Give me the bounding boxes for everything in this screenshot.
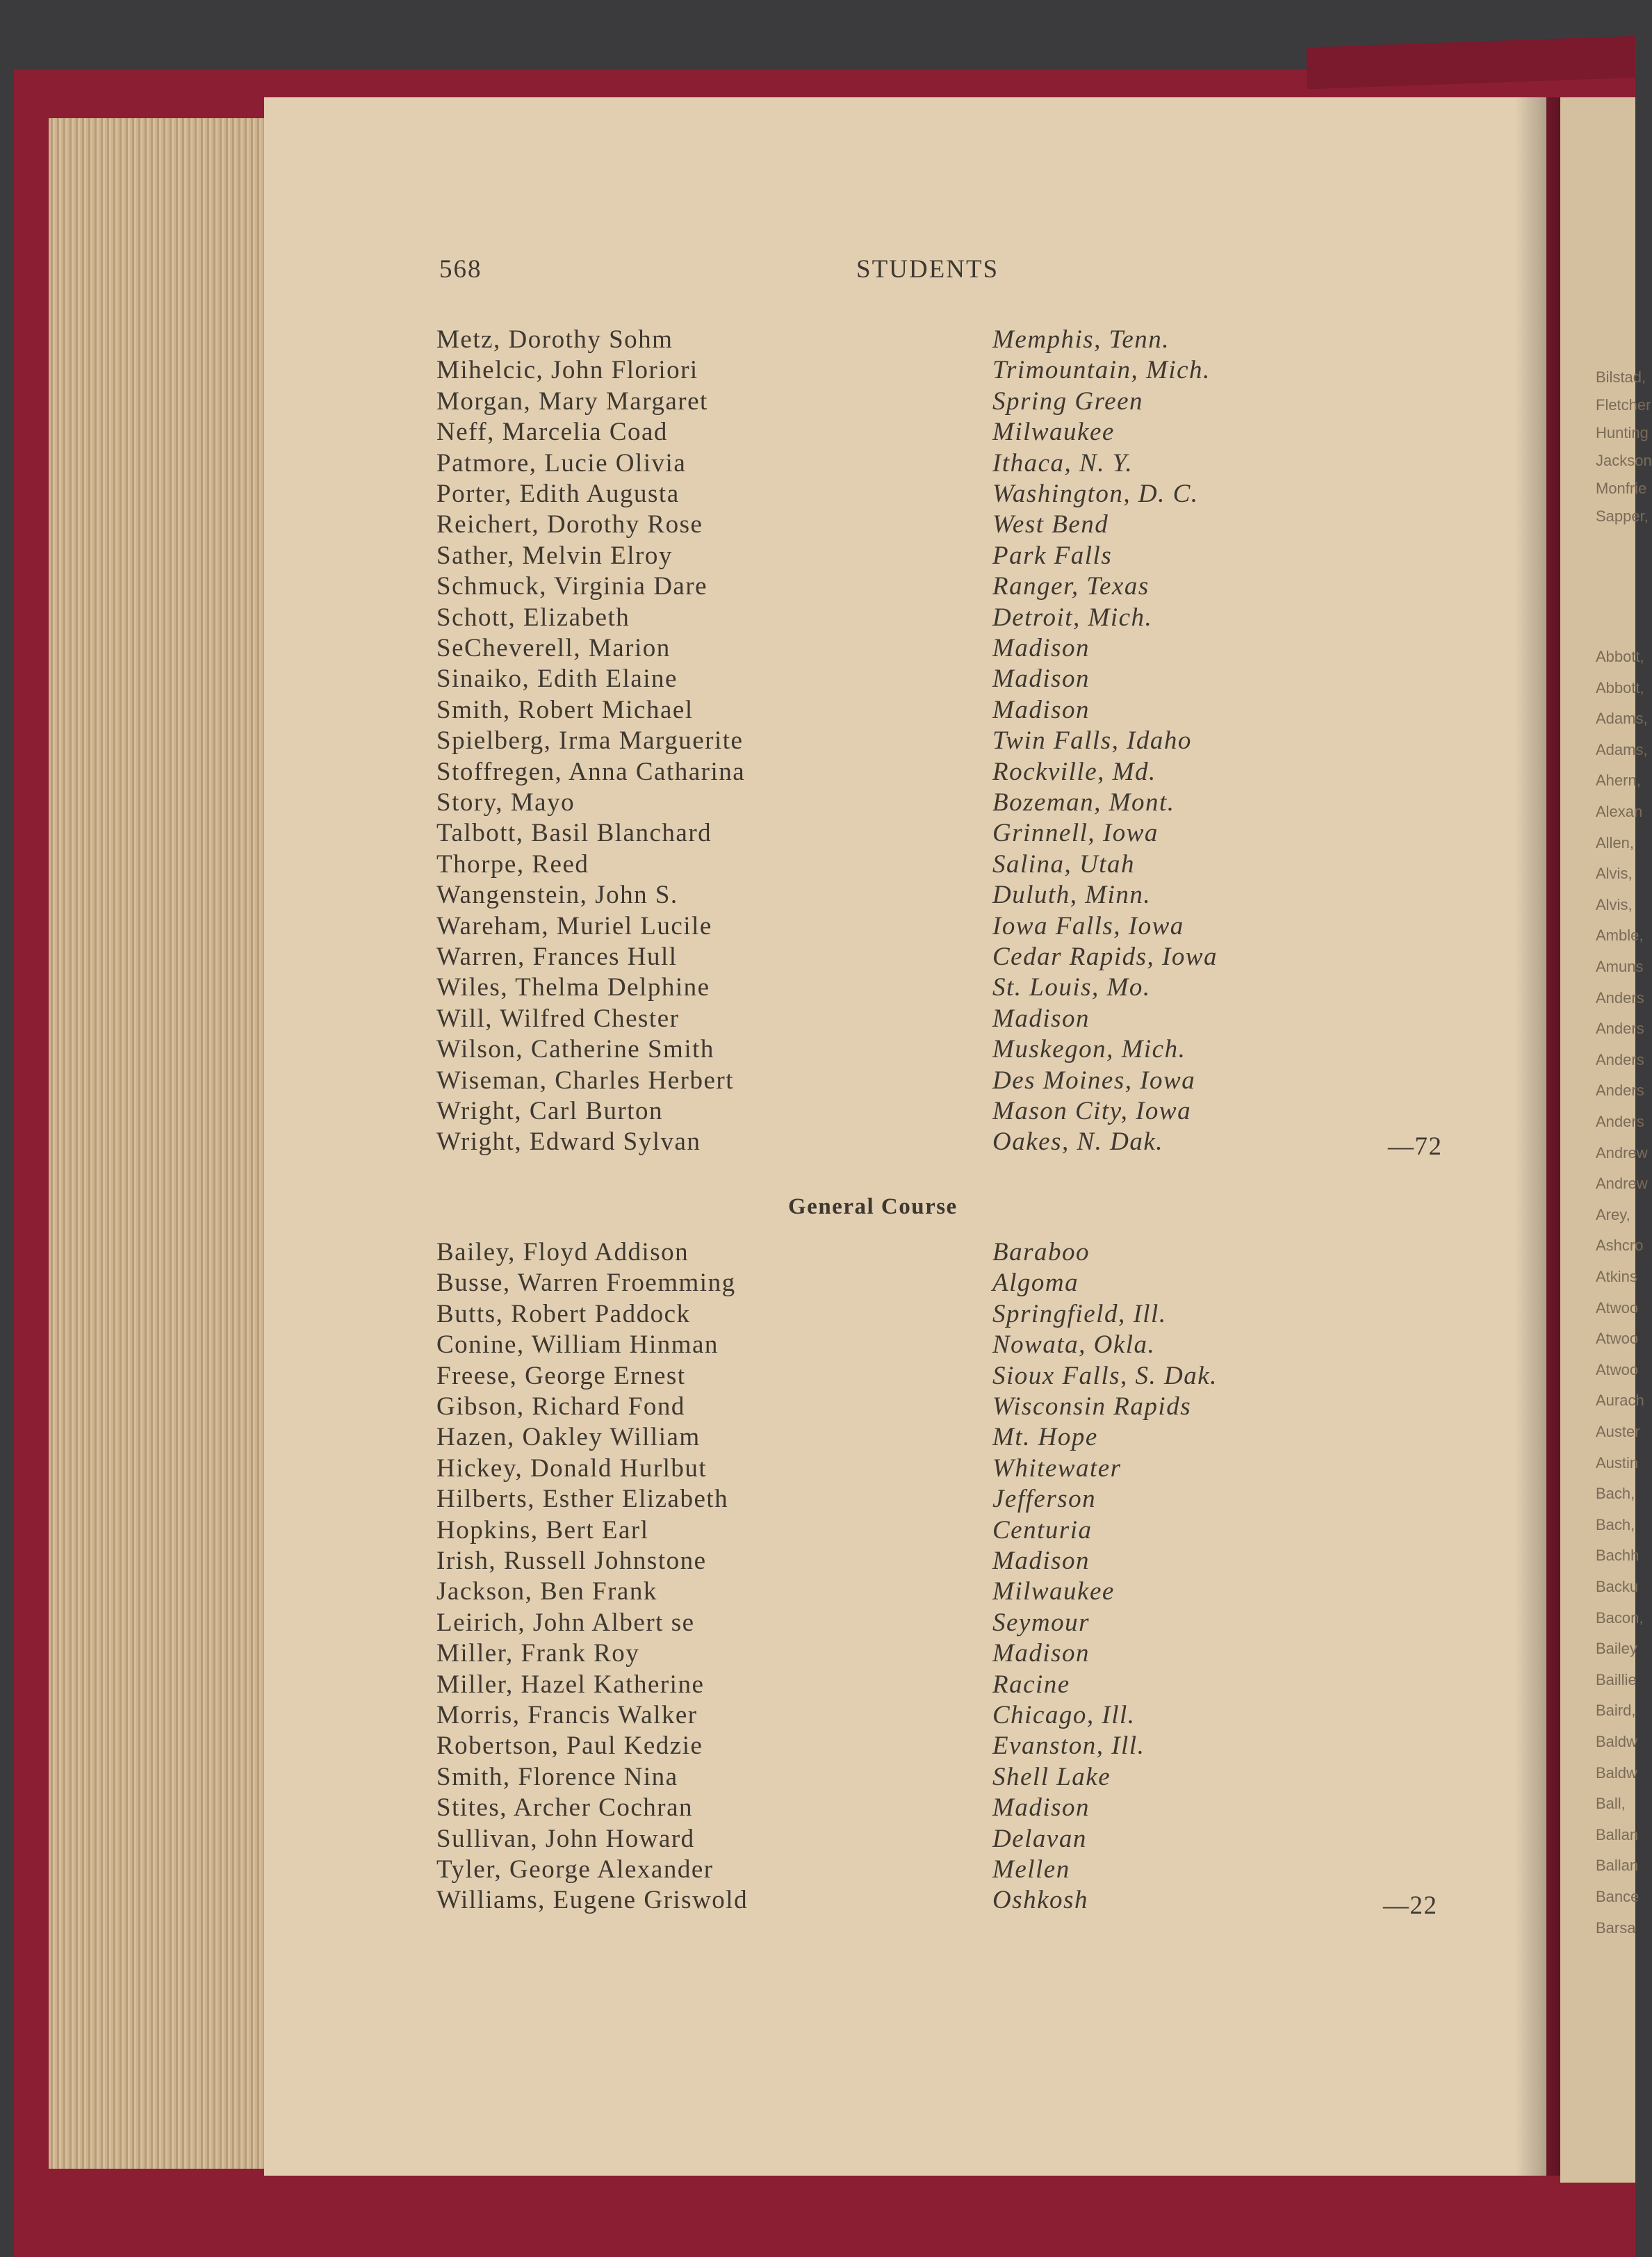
student-hometown: Springfield, Ill. [992,1299,1167,1328]
student-hometown: Jefferson [992,1485,1097,1514]
student-name: Neff, Marcelia Coad [436,418,668,447]
student-hometown: Madison [992,1639,1090,1668]
student-name: Hazen, Oakley William [436,1423,701,1452]
next-page-word: Ballan [1596,1857,1639,1875]
student-name: Smith, Robert Michael [436,695,694,724]
student-name: Wright, Carl Burton [436,1097,664,1125]
next-page-word: Barsa [1596,1918,1636,1937]
student-name: Freese, George Ernest [436,1361,686,1390]
student-name: Reichert, Dorothy Rose [436,510,703,539]
student-name: Irish, Russell Johnstone [436,1547,707,1575]
student-hometown: Madison [992,695,1090,724]
student-name: Story, Mayo [436,788,575,817]
next-page-word: Atwoo [1596,1330,1639,1348]
student-name: Patmore, Lucie Olivia [436,448,687,478]
student-name: Wangenstein, John S. [436,881,678,910]
student-name: Hopkins, Bert Earl [436,1515,649,1545]
next-page-word: Atwoo [1596,1360,1639,1378]
student-hometown: Muskegon, Mich. [992,1035,1186,1064]
next-page-word: Anders [1596,1082,1644,1100]
student-hometown: Milwaukee [992,418,1115,447]
student-name: Morgan, Mary Margaret [436,386,708,416]
student-name: Wiles, Thelma Delphine [436,973,710,1002]
next-page-word: Amuns [1596,958,1644,975]
student-hometown: Madison [992,665,1090,694]
student-hometown: Des Moines, Iowa [992,1066,1196,1095]
next-page-word: Andrew [1596,1175,1648,1193]
next-page-word: Bacon, [1596,1608,1644,1627]
student-hometown: Park Falls [992,541,1113,570]
student-hometown: Wisconsin Rapids [992,1392,1192,1421]
student-hometown: Sioux Falls, S. Dak. [992,1361,1218,1390]
next-page-word: Bilstad, [1596,368,1646,386]
next-page-word: Baird, [1596,1702,1636,1720]
student-name: Stoffregen, Anna Catharina [436,757,746,786]
student-hometown: Mason City, Iowa [992,1097,1192,1125]
student-hometown: Mt. Hope [992,1423,1098,1452]
next-page-word: Auster [1596,1423,1640,1440]
student-name: Leirich, John Albert se [436,1608,695,1637]
student-name: Wiseman, Charles Herbert [436,1066,735,1095]
student-hometown: Milwaukee [992,1577,1115,1606]
next-page-word: Alvis, [1596,895,1633,913]
student-name: Morris, Francis Walker [436,1701,698,1729]
student-hometown: Delavan [992,1824,1087,1853]
student-name: Hilberts, Esther Elizabeth [436,1485,729,1514]
student-name: Smith, Florence Nina [436,1762,678,1791]
student-hometown: Ranger, Texas [992,572,1150,601]
next-page-word: Abbott, [1596,648,1644,665]
student-hometown: Algoma [992,1269,1079,1298]
next-page-word: Alvis, [1596,865,1633,883]
next-page-word: Ahern, [1596,772,1641,790]
next-page-word: Andrew [1596,1143,1648,1162]
student-hometown: Madison [992,1547,1090,1575]
student-name: Thorpe, Reed [436,849,589,879]
next-page-word: Bance [1596,1888,1639,1905]
student-hometown: Oakes, N. Dak. [992,1127,1164,1157]
student-hometown: Detroit, Mich. [992,603,1153,632]
student-hometown: Duluth, Minn. [992,881,1152,910]
student-hometown: Memphis, Tenn. [992,325,1170,354]
student-name: SeCheverell, Marion [436,634,671,662]
next-page-word: Monfrie [1596,480,1647,497]
student-hometown: Twin Falls, Idaho [992,726,1192,756]
next-page-word: Adams, [1596,740,1648,758]
next-page-word: Backu [1596,1578,1639,1595]
next-page-word: Bailey [1596,1640,1637,1658]
student-hometown: Centuria [992,1515,1093,1545]
student-hometown: West Bend [992,510,1109,539]
section-total: —22 [1383,1891,1438,1920]
next-page-word: Alexan [1596,803,1643,820]
next-page-word: Baldw [1596,1733,1637,1750]
student-name: Schmuck, Virginia Dare [436,572,708,601]
section-heading: General Course [788,1194,958,1219]
student-hometown: Bozeman, Mont. [992,788,1175,817]
section-total: —72 [1388,1132,1443,1161]
student-name: Stites, Archer Cochran [436,1793,693,1823]
next-page-word: Austin [1596,1453,1639,1472]
student-name: Sinaiko, Edith Elaine [436,665,678,694]
student-name: Robertson, Paul Kedzie [436,1732,703,1761]
student-name: Jackson, Ben Frank [436,1577,657,1606]
next-page-word: Sapper, [1596,507,1649,525]
student-name: Spielberg, Irma Marguerite [436,726,744,756]
next-page-word: Baillie [1596,1670,1637,1688]
next-page-word: Abbott, [1596,678,1644,696]
next-page-word: Baldw [1596,1763,1637,1782]
student-hometown: Chicago, Ill. [992,1701,1136,1729]
student-hometown: Nowata, Okla. [992,1330,1156,1360]
student-hometown: Trimountain, Mich. [992,356,1211,385]
student-name: Gibson, Richard Fond [436,1392,685,1421]
student-hometown: Madison [992,1004,1090,1033]
student-name: Metz, Dorothy Sohm [436,325,673,354]
student-hometown: Seymour [992,1608,1090,1637]
next-page-word: Jackson [1596,452,1652,469]
student-name: Schott, Elizabeth [436,603,630,632]
next-page-word: Anders [1596,1113,1644,1130]
student-hometown: Ithaca, N. Y. [992,448,1134,478]
student-hometown: Baraboo [992,1238,1090,1266]
student-hometown: Cedar Rapids, Iowa [992,943,1218,971]
student-hometown: Iowa Falls, Iowa [992,911,1184,940]
student-name: Conine, William Hinman [436,1330,719,1360]
running-title: STUDENTS [856,255,999,284]
next-page-word: Atwoo [1596,1298,1639,1317]
student-name: Sather, Melvin Elroy [436,541,673,570]
student-name: Miller, Frank Roy [436,1639,640,1668]
next-page-word: Anders [1596,1020,1644,1038]
student-hometown: Rockville, Md. [992,757,1156,786]
student-hometown: St. Louis, Mo. [992,973,1151,1002]
next-page-word: Fletcher [1596,396,1651,414]
next-page-word: Adams, [1596,710,1648,728]
next-page-word: Arey, [1596,1205,1630,1223]
student-name: Wareham, Muriel Lucile [436,911,712,940]
student-name: Sullivan, John Howard [436,1824,695,1853]
student-name: Wright, Edward Sylvan [436,1127,701,1157]
student-name: Williams, Eugene Griswold [436,1886,749,1915]
student-hometown: Salina, Utah [992,849,1136,879]
student-hometown: Whitewater [992,1453,1122,1483]
student-hometown: Shell Lake [992,1762,1111,1791]
next-page-word: Allen, [1596,833,1635,852]
student-hometown: Racine [992,1670,1070,1699]
next-page-word: Ashcro [1596,1237,1644,1255]
next-page-word: Hunting [1596,424,1649,441]
next-page-word: Bach, [1596,1485,1635,1503]
student-name: Bailey, Floyd Addison [436,1238,689,1266]
student-name: Mihelcic, John Floriori [436,356,698,385]
next-page-word: Atkins [1596,1268,1637,1285]
student-hometown: Madison [992,1793,1090,1823]
student-hometown: Grinnell, Iowa [992,819,1159,848]
next-page-word: Bach, [1596,1515,1635,1533]
student-name: Tyler, George Alexander [436,1855,714,1884]
student-hometown: Spring Green [992,386,1144,416]
student-name: Miller, Hazel Katherine [436,1670,705,1699]
next-page-word: Ballan [1596,1825,1639,1843]
student-hometown: Madison [992,634,1090,662]
next-page-word: Anders [1596,1050,1644,1068]
page-edges [49,118,278,2169]
student-name: Warren, Frances Hull [436,943,678,971]
page-number: 568 [439,255,482,284]
student-name: Busse, Warren Froemming [436,1269,736,1298]
next-page-word: Anders [1596,988,1644,1007]
student-name: Porter, Edith Augusta [436,480,680,508]
student-name: Wilson, Catherine Smith [436,1035,714,1064]
next-page-word: Aurach [1596,1392,1644,1410]
student-name: Talbott, Basil Blanchard [436,819,712,848]
gutter-shadow [1515,97,1564,2176]
next-page-word: Ball, [1596,1795,1626,1813]
student-name: Butts, Robert Paddock [436,1299,691,1328]
next-page-word: Amble, [1596,927,1644,945]
student-name: Will, Wilfred Chester [436,1004,680,1033]
next-page-word: Bachh [1596,1547,1639,1565]
student-hometown: Washington, D. C. [992,480,1199,508]
student-hometown: Evanston, Ill. [992,1732,1145,1761]
student-hometown: Mellen [992,1855,1070,1884]
student-name: Hickey, Donald Hurlbut [436,1453,708,1483]
student-hometown: Oshkosh [992,1886,1088,1915]
